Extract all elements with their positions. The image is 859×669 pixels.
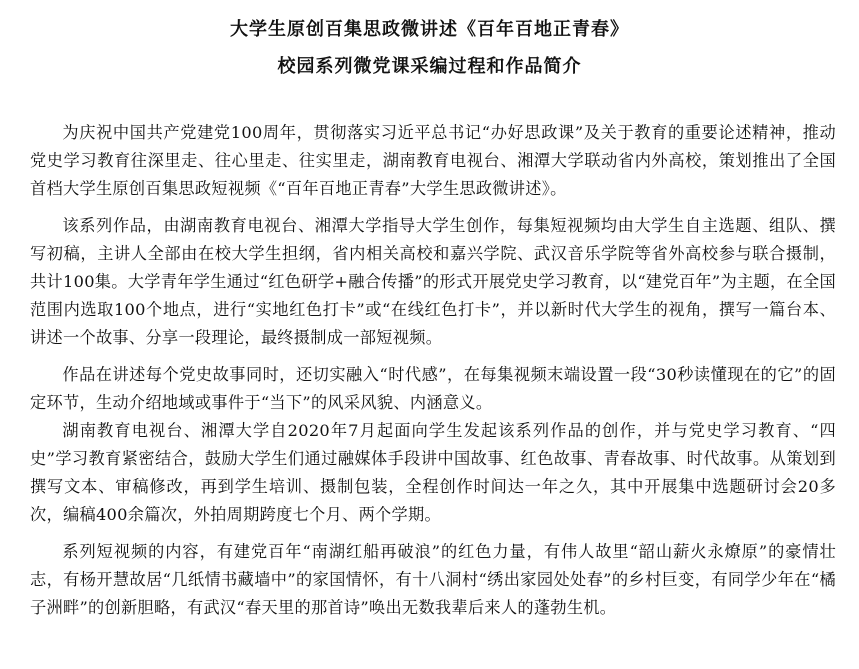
paragraph-production: 该系列作品，由湖南教育电视台、湘潭大学指导大学生创作，每集短视频均由大学生自主选题、组队、撰写初稿，主讲人全部由在校大学生担纲，省内相关高校和嘉兴学院、武汉音乐学院等省外高校参与联合摄制，共计100集。大学青年学生通过“红色研学+融合传播”的形式开展党史学习教育，以“建党百年”为主题，在全国范围内选取100个地点，进行“实地红色打卡”或“在线红色打卡”，并以新时代大学生的视角，撰写一篇台本、讲述一个故事、分享一段理论，最终摄制成一部短视频。 [30,216,836,347]
paragraph-features: 作品在讲述每个党史故事同时，还切实融入“时代感”，在每集视频末端设置一段“30秒读懂现在的它”的固定环节，生动介绍地域或事件于“当下”的风采风貌、内涵意义。 [30,365,836,412]
paragraph-content: 系列短视频的内容，有建党百年“南湖红船再破浪”的红色力量，有伟人故里“韶山薪火永燎原”的豪情壮志，有杨开慧故居“几纸情书藏墙中”的家国情怀，有十八洞村“绣出家园处处春”的乡村巨变，有同学少年在“橘子洲畔”的创新胆略，有武汉“春天里的那首诗”唤出无数我辈后来人的蓬勃生机。 [30,542,836,617]
paragraph-intro: 为庆祝中国共产党建党100周年，贯彻落实习近平总书记“办好思政课”及关于教育的重要论述精神，推动党史学习教育往深里走、往心里走、往实里走，湖南教育电视台、湘潭大学联动省内外高校，策划推出了全国首档大学生原创百集思政短视频《“百年百地正青春”大学生思政微讲述》。 [30,123,836,198]
document-title: 大学生原创百集思政微讲述《百年百地正青春》 [230,19,629,40]
document-body [30,119,836,622]
paragraph-process: 湖南教育电视台、湘潭大学自2020年7月起面向学生发起该系列作品的创作，并与党史学习教育、“四史”学习教育紧密结合，鼓励大学生们通过融媒体手段讲中国故事、红色故事、青春故事、时代故事。从策划到撰写文本、审稿修改，再到学生培训、摄制包装，全程创作时间达一年之久，其中开展集中选题研讨会20多次，编稿400余篇次，外拍周期跨度七个月、两个学期。 [30,421,836,524]
document-subtitle: 校园系列微党课采编过程和作品简介 [277,56,582,77]
